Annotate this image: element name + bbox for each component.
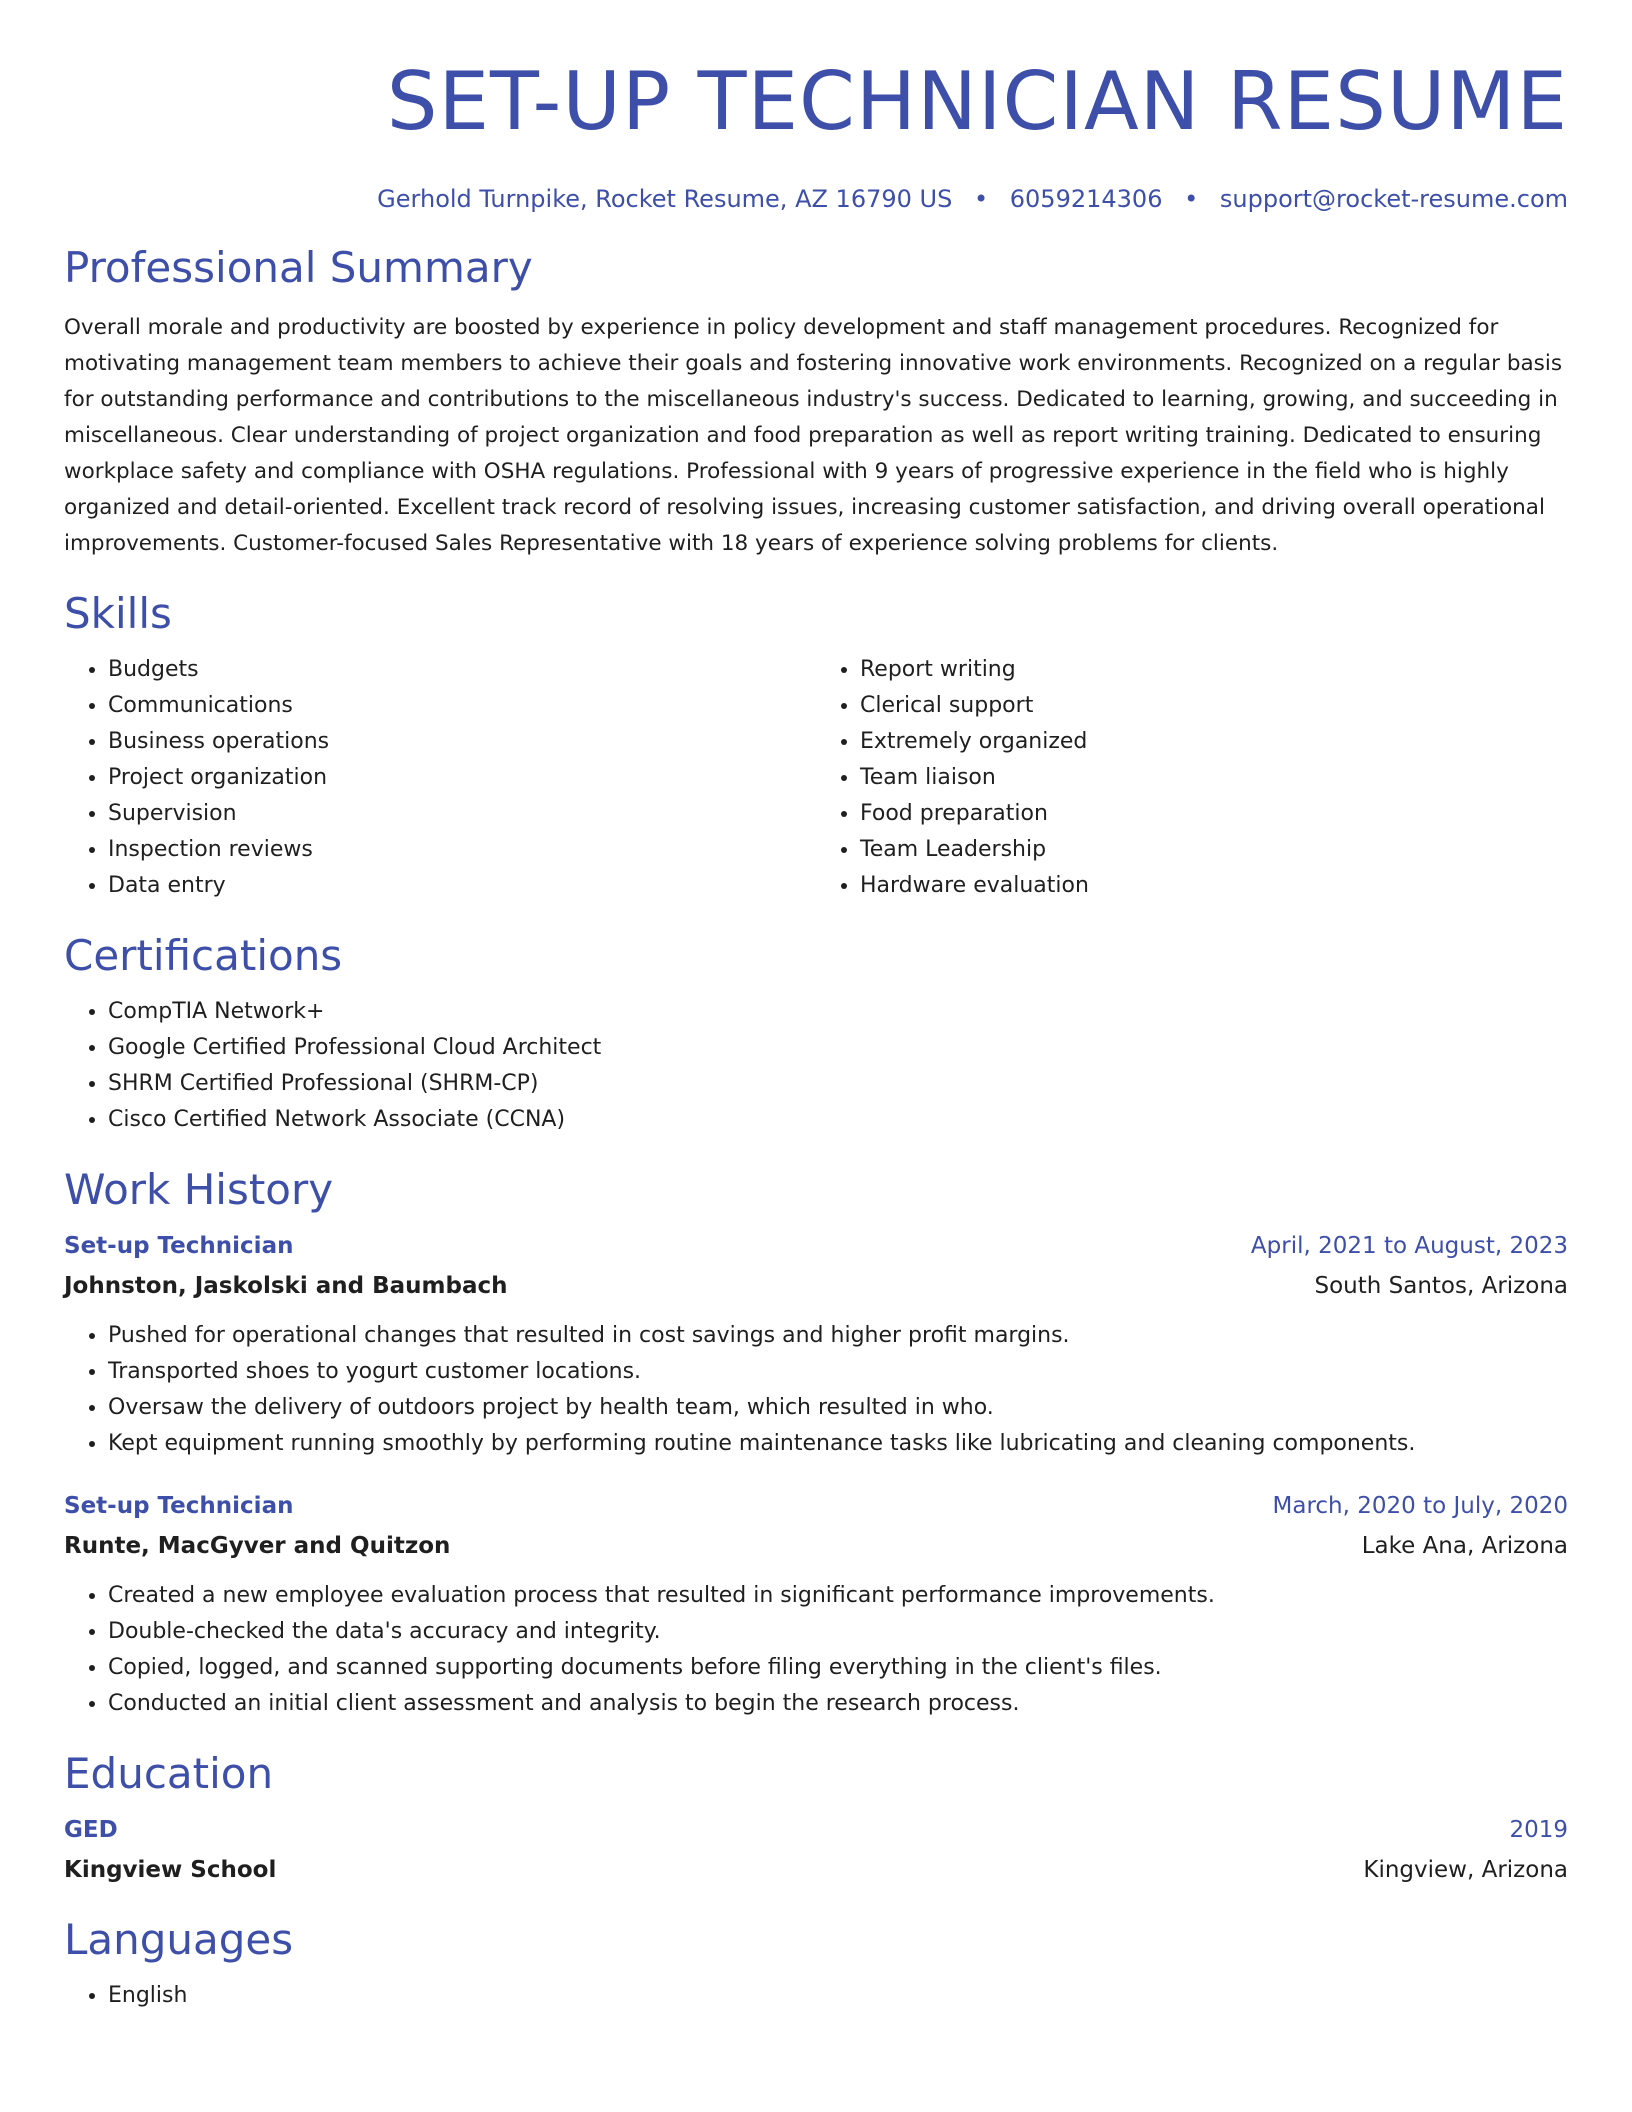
- languages-section: [64, 1914, 1568, 2014]
- job-company-row: [64, 1526, 1568, 1566]
- job-title-row: [64, 1226, 1568, 1266]
- education-school-row: [64, 1850, 1568, 1890]
- certifications-section: [64, 930, 1568, 1138]
- job-bullet: • Conducted an initial client assessment and analysis to begin the research process.: [108, 1686, 1568, 1722]
- resume-title: SET-UP TECHNICIAN RESUME: [386, 55, 1568, 148]
- job-bullet: • Copied, logged, and scanned supporting documents before filing everything in the client's files.: [108, 1650, 1568, 1686]
- skill-item: • Data entry: [108, 868, 816, 904]
- job-bullets: [64, 1318, 1568, 1462]
- job-bullet: • Created a new employee evaluation process that resulted in significant performance improvements.: [108, 1578, 1568, 1614]
- certification-item: • Cisco Certified Network Associate (CCNA): [108, 1102, 1568, 1138]
- skills-columns: [64, 652, 1568, 904]
- skills-section: [64, 588, 1568, 904]
- certification-item: • SHRM Certified Professional (SHRM-CP): [108, 1066, 1568, 1102]
- job-bullet: • Oversaw the delivery of outdoors project by health team, which resulted in who.: [108, 1390, 1568, 1426]
- skill-item: • Communications: [108, 688, 816, 724]
- skill-item: • Project organization: [108, 760, 816, 796]
- job-entry: [64, 1486, 1568, 1722]
- job-title: Set-up Technician: [64, 1233, 294, 1259]
- skill-item: • Team Leadership: [860, 832, 1568, 868]
- certification-item: • Google Certified Professional Cloud Architect: [108, 1030, 1568, 1066]
- contact-line: [64, 184, 1568, 214]
- education-section: [64, 1748, 1568, 1890]
- job-title: Set-up Technician: [64, 1493, 294, 1519]
- languages-heading: Languages: [64, 1915, 294, 1964]
- job-bullet: • Pushed for operational changes that resulted in cost savings and higher profit margins.: [108, 1318, 1568, 1354]
- education-year: 2019: [1509, 1817, 1568, 1843]
- contact-address: Gerhold Turnpike, Rocket Resume, AZ 16790 US: [377, 185, 953, 213]
- job-bullets: [64, 1578, 1568, 1722]
- work-heading: Work History: [64, 1165, 334, 1214]
- skill-item: • Budgets: [108, 652, 816, 688]
- education-heading: Education: [64, 1749, 274, 1798]
- education-degree: GED: [64, 1817, 118, 1843]
- skill-item: • Food preparation: [860, 796, 1568, 832]
- summary-heading: Professional Summary: [64, 243, 533, 292]
- contact-email: support@rocket-resume.com: [1219, 185, 1568, 213]
- education-degree-row: [64, 1810, 1568, 1850]
- summary-text: Overall morale and productivity are boosted by experience in policy development and staff management procedures. Recognized for motivating management team members to achieve their goals and fostering innovative work environments. Recognized on a regular basis for outstanding performance and contributions to the miscellaneous industry's success. Dedicated to learning, growing, and succeeding in miscellaneous. Clear understanding of project organization and food preparation as well as report writing training. Dedicated to ensuring workplace safety and compliance with OSHA regulations. Professional with 9 years of progressive experience in the field who is highly organized and detail-oriented. Excellent track record of resolving issues, increasing customer satisfaction, and driving overall operational improvements. Customer-focused Sales Representative with 18 years of experience solving problems for clients.: [64, 315, 1563, 556]
- skill-item: • Report writing: [860, 652, 1568, 688]
- skill-item: • Hardware evaluation: [860, 868, 1568, 904]
- job-company: Johnston, Jaskolski and Baumbach: [64, 1273, 508, 1299]
- skill-item: • Team liaison: [860, 760, 1568, 796]
- language-item: • English: [108, 1978, 1568, 2014]
- skill-item: • Business operations: [108, 724, 816, 760]
- skills-list-right: [816, 652, 1568, 904]
- work-section: [64, 1164, 1568, 1722]
- certifications-list: [64, 994, 1568, 1138]
- summary-section: [64, 242, 1568, 562]
- languages-list: [64, 1978, 1568, 2014]
- job-title-row: [64, 1486, 1568, 1526]
- job-bullet: • Kept equipment running smoothly by performing routine maintenance tasks like lubricating and cleaning components.: [108, 1426, 1568, 1462]
- certification-item: • CompTIA Network+: [108, 994, 1568, 1030]
- skill-item: • Clerical support: [860, 688, 1568, 724]
- job-entry: [64, 1226, 1568, 1462]
- skill-item: • Supervision: [108, 796, 816, 832]
- job-dates: March, 2020 to July, 2020: [1272, 1493, 1568, 1519]
- certifications-heading: Certifications: [64, 931, 343, 980]
- skill-item: • Inspection reviews: [108, 832, 816, 868]
- education-school: Kingview School: [64, 1857, 277, 1883]
- job-dates: April, 2021 to August, 2023: [1250, 1233, 1568, 1259]
- education-location: Kingview, Arizona: [1363, 1857, 1568, 1883]
- job-company-row: [64, 1266, 1568, 1306]
- contact-separator: •: [973, 185, 989, 213]
- job-location: South Santos, Arizona: [1314, 1273, 1568, 1299]
- job-bullet: • Double-checked the data's accuracy and integrity.: [108, 1614, 1568, 1650]
- skills-heading: Skills: [64, 589, 172, 638]
- job-location: Lake Ana, Arizona: [1361, 1533, 1568, 1559]
- skills-list-left: [64, 652, 816, 904]
- contact-separator: •: [1184, 185, 1199, 213]
- skill-item: • Extremely organized: [860, 724, 1568, 760]
- contact-phone: 6059214306: [1009, 185, 1163, 213]
- job-company: Runte, MacGyver and Quitzon: [64, 1533, 451, 1559]
- job-bullet: • Transported shoes to yogurt customer locations.: [108, 1354, 1568, 1390]
